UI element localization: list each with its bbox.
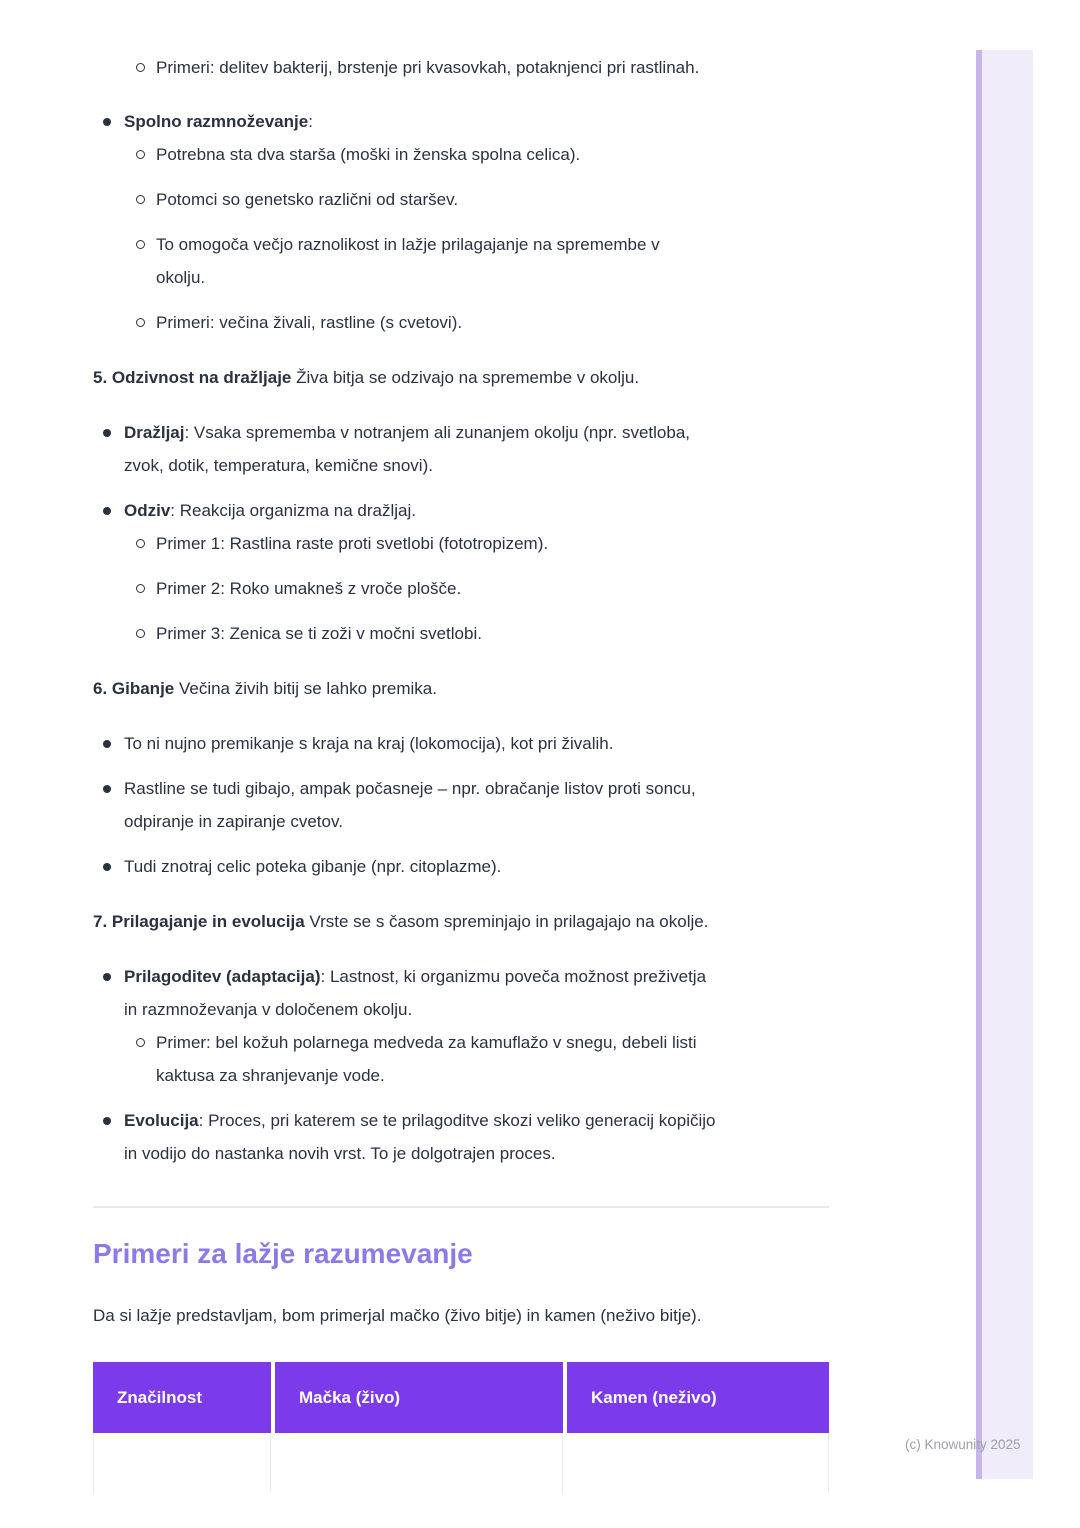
- item-text: : Lastnost, ki organizmu poveča možnost preživetja: [320, 967, 707, 986]
- section-title-bold: 6. Gibanje: [93, 679, 175, 698]
- dot-bullet-icon: [103, 507, 111, 515]
- table-cell: [563, 1433, 829, 1493]
- item-text: : Vsaka sprememba v notranjem ali zunanjem okolju (npr. svetloba,: [184, 423, 691, 442]
- item-text: Primeri: delitev bakterij, brstenje pri kvasovkah, potaknjenci pri rastlinah.: [156, 58, 700, 77]
- section-heading-6: [93, 672, 829, 705]
- list-item: [93, 850, 829, 883]
- item-text: in vodijo do nastanka novih vrst. To je dolgotrajen proces.: [124, 1144, 556, 1163]
- section-text: Večina živih bitij se lahko premika.: [174, 679, 437, 698]
- list-item: [124, 572, 829, 605]
- adaptation-evolution-list: [93, 960, 829, 1170]
- table-header-znacilnost: Značilnost: [93, 1362, 271, 1433]
- list-item: [93, 1104, 829, 1170]
- dot-bullet-icon: [103, 429, 111, 437]
- table-row: [93, 1433, 829, 1493]
- examples-intro-paragraph: Da si lažje predstavljam, bom primerjal mačko (živo bitje) in kamen (neživo bitje).: [93, 1306, 702, 1325]
- term-bold: Prilagoditev (adaptacija): [124, 967, 321, 986]
- table-cell: [93, 1433, 271, 1493]
- right-margin-bar: [976, 50, 1033, 1479]
- term-bold: Spolno razmnoževanje: [124, 112, 309, 131]
- item-text: [124, 416, 829, 449]
- item-text: Primer 2: Roko umakneš z vroče plošče.: [156, 579, 462, 598]
- dot-bullet-icon: [103, 973, 111, 981]
- table-cell: [271, 1433, 563, 1493]
- movement-list: [93, 727, 829, 883]
- circle-bullet-icon: [136, 584, 145, 593]
- item-text: Tudi znotraj celic poteka gibanje (npr. citoplazme).: [124, 857, 502, 876]
- list-item: [93, 416, 829, 482]
- adaptation-example-sublist: [124, 1026, 829, 1092]
- item-text: [124, 1104, 829, 1137]
- circle-bullet-icon: [136, 539, 145, 548]
- item-text: in razmnoževanja v določenem okolju.: [124, 1000, 413, 1019]
- item-text: To ni nujno premikanje s kraja na kraj (lokomocija), kot pri živalih.: [124, 734, 614, 753]
- circle-bullet-icon: [136, 150, 145, 159]
- list-item: [124, 306, 829, 339]
- list-item: [93, 960, 829, 1092]
- circle-bullet-icon: [136, 318, 145, 327]
- item-text: To omogoča večjo raznolikost in lažje prilagajanje na spremembe v: [156, 235, 660, 254]
- item-text: : Reakcija organizma na dražljaj.: [170, 501, 416, 520]
- table-header-macka: Mačka (živo): [271, 1362, 563, 1433]
- term-bold: Odziv: [124, 501, 171, 520]
- item-text: odpiranje in zapiranje cvetov.: [124, 812, 343, 831]
- examples-heading: Primeri za lažje razumevanje: [93, 1238, 473, 1269]
- item-text: Rastline se tudi gibajo, ampak počasneje – npr. obračanje listov proti soncu,: [124, 779, 696, 798]
- circle-bullet-icon: [136, 629, 145, 638]
- section-title-bold: 7. Prilagajanje in evolucija: [93, 912, 305, 931]
- item-text: [124, 105, 829, 138]
- section-heading-5: [93, 361, 829, 394]
- item-text: Potrebna sta dva starša (moški in ženska spolna celica).: [156, 145, 581, 164]
- item-text: : Proces, pri katerem se te prilagoditve skozi veliko generacij kopičijo: [198, 1111, 716, 1130]
- item-text: okolju.: [156, 268, 206, 287]
- term-bold: Evolucija: [124, 1111, 199, 1130]
- response-examples-sublist: [124, 527, 829, 650]
- section-title-bold: 5. Odzivnost na dražljaje: [93, 368, 292, 387]
- list-item: [124, 183, 829, 216]
- list-item: [124, 617, 829, 650]
- circle-bullet-icon: [136, 1038, 145, 1047]
- sexual-reproduction-list: [93, 105, 829, 339]
- copyright-notice: (c) Knowunity 2025: [905, 1437, 1021, 1452]
- list-item: [124, 138, 829, 171]
- sexual-reproduction-sublist: [124, 138, 829, 339]
- list-item: [124, 228, 829, 294]
- section-text: Vrste se s časom spreminjajo in prilagajajo na okolje.: [304, 912, 709, 931]
- circle-bullet-icon: [136, 63, 145, 72]
- dot-bullet-icon: [103, 785, 111, 793]
- table-header-kamen: Kamen (neživo): [563, 1362, 829, 1433]
- comparison-table: [93, 1362, 829, 1493]
- dot-bullet-icon: [103, 118, 111, 126]
- table-header-row: [93, 1362, 829, 1433]
- item-text: Primeri: večina živali, rastline (s cvetovi).: [156, 313, 463, 332]
- list-item: [93, 105, 829, 339]
- section-text: Živa bitja se odzivajo na spremembe v okolju.: [291, 368, 640, 387]
- asexual-examples-list: [124, 51, 829, 84]
- list-item: [124, 527, 829, 560]
- section-divider: [93, 1206, 829, 1208]
- item-text: [124, 960, 829, 993]
- item-text: [124, 494, 829, 527]
- item-text: Primer 3: Zenica se ti zoži v močni svetlobi.: [156, 624, 482, 643]
- item-text: Potomci so genetsko različni od staršev.: [156, 190, 459, 209]
- circle-bullet-icon: [136, 195, 145, 204]
- list-item: [124, 1026, 829, 1092]
- dot-bullet-icon: [103, 1117, 111, 1125]
- item-text: Primer: bel kožuh polarnega medveda za kamuflažo v snegu, debeli listi: [156, 1033, 697, 1052]
- section-heading-7: [93, 905, 829, 938]
- dot-bullet-icon: [103, 863, 111, 871]
- circle-bullet-icon: [136, 240, 145, 249]
- item-text: zvok, dotik, temperatura, kemične snovi).: [124, 456, 433, 475]
- stimulus-response-list: [93, 416, 829, 650]
- list-item: [93, 772, 829, 838]
- list-item: [124, 51, 829, 84]
- item-text: Primer 1: Rastlina raste proti svetlobi (fototropizem).: [156, 534, 549, 553]
- term-bold: Dražljaj: [124, 423, 185, 442]
- item-text: kaktusa za shranjevanje vode.: [156, 1066, 385, 1085]
- list-item: [93, 727, 829, 760]
- term-suffix: :: [308, 112, 313, 131]
- list-item: [93, 494, 829, 650]
- notes-content: [93, 0, 829, 1493]
- dot-bullet-icon: [103, 740, 111, 748]
